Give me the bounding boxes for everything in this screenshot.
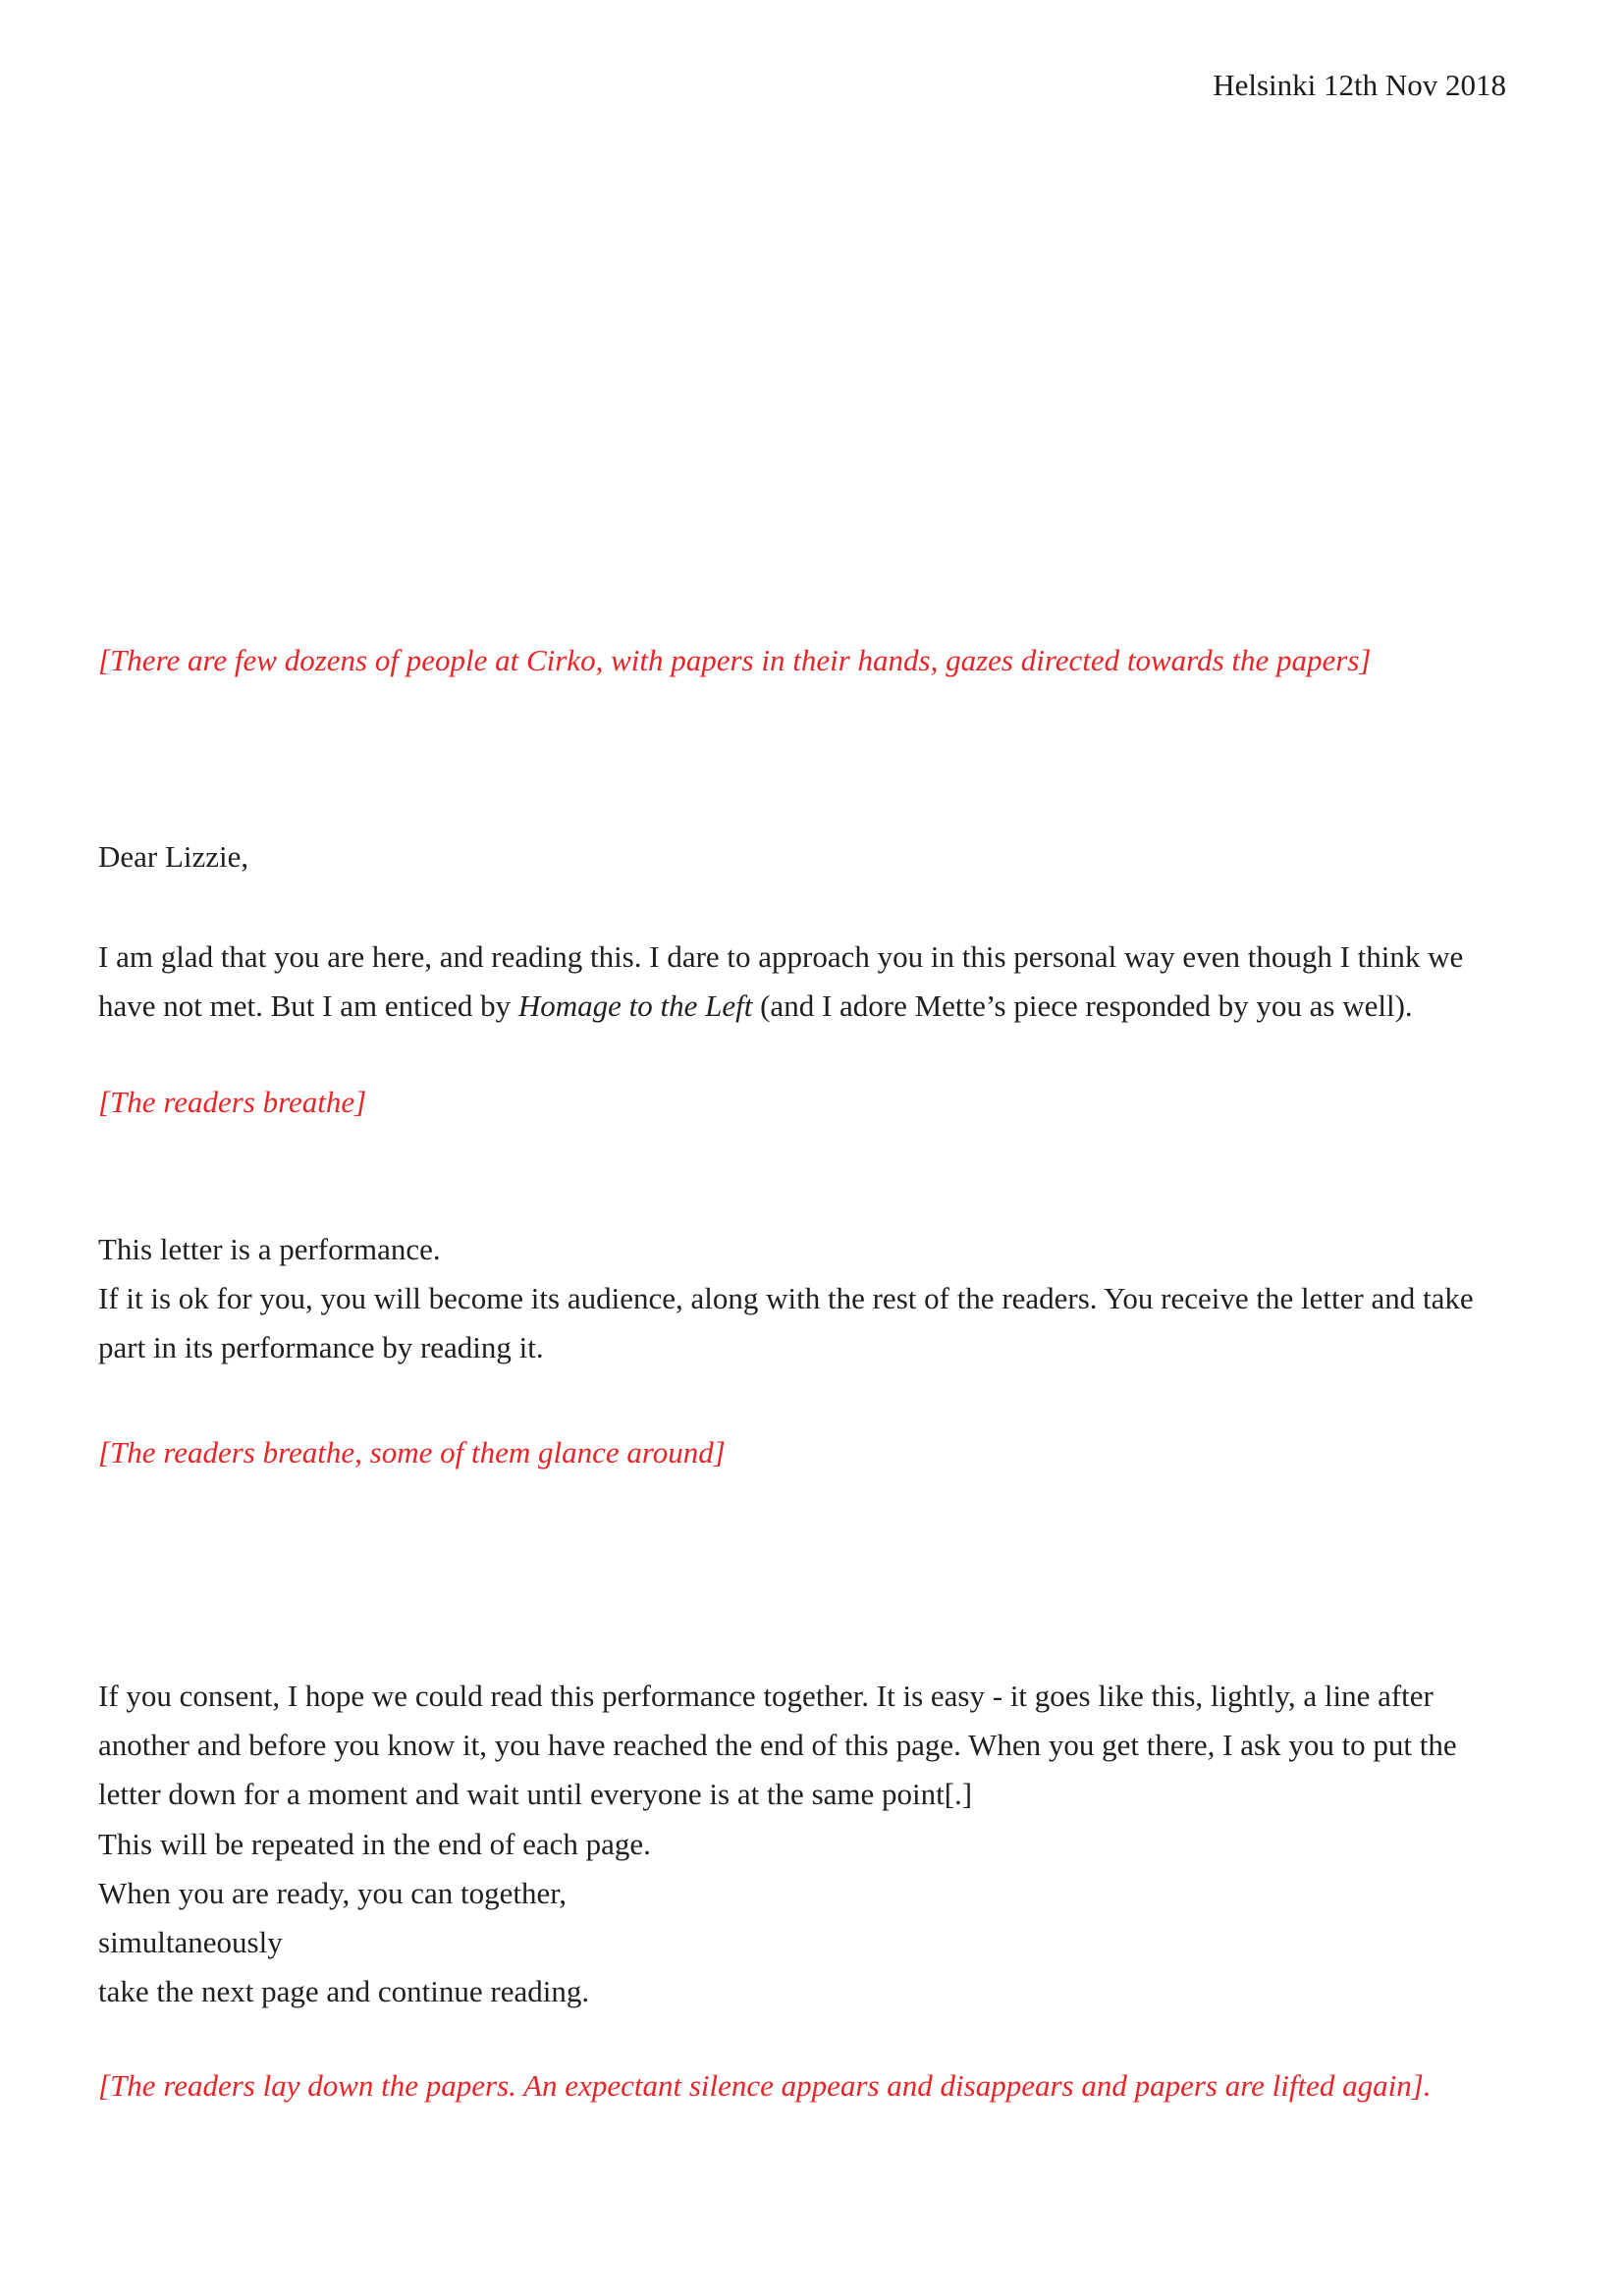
stage-direction-breathe-glance: [The readers breathe, some of them glance around] xyxy=(98,1435,726,1469)
paragraph-intro-before-title: I am glad that you are here, and reading this. I dare to approach you in this personal way even though I think we have not met. But I am enticed by xyxy=(98,939,1464,1024)
paragraph-instructions-line: If you consent, I hope we could read this performance together. It is easy - it goes like this, lightly, a line after another and before you know it, you have reached the end of this page. When you get there, I ask you to put the letter down for a moment and wait until everyone is at the same point[.] xyxy=(98,1679,1457,1812)
stage-direction-opening: [There are few dozens of people at Cirko, with papers in their hands, gazes directed towards the papers] xyxy=(98,643,1372,677)
salutation: Dear Lizzie, xyxy=(98,839,249,874)
paragraph-intro xyxy=(98,933,1524,1031)
paragraph-instructions-line: simultaneously xyxy=(98,1925,283,1960)
dateline: Helsinki 12th Nov 2018 xyxy=(1213,68,1506,102)
paragraph-instructions-line: take the next page and continue reading. xyxy=(98,1974,590,2009)
paragraph-performance xyxy=(98,1225,1524,1373)
paragraph-performance-line: If it is ok for you, you will become its audience, along with the rest of the readers. You receive the letter and take part in its performance by reading it. xyxy=(98,1281,1474,1365)
work-title: Homage to the Left xyxy=(517,988,753,1024)
stage-direction-breathe: [The readers breathe] xyxy=(98,1085,367,1119)
paragraph-instructions-line: When you are ready, you can together, xyxy=(98,1875,568,1910)
paragraph-instructions-line: This will be repeated in the end of each page. xyxy=(98,1826,651,1861)
stage-direction-closing: [The readers lay down the papers. An expectant silence appears and disappears and papers are lifted again]. xyxy=(98,2068,1432,2103)
paragraph-instructions xyxy=(98,1672,1524,2017)
paragraph-intro-after-title: (and I adore Mette’s piece responded by you as well). xyxy=(752,988,1413,1024)
paragraph-performance-line: This letter is a performance. xyxy=(98,1232,441,1266)
